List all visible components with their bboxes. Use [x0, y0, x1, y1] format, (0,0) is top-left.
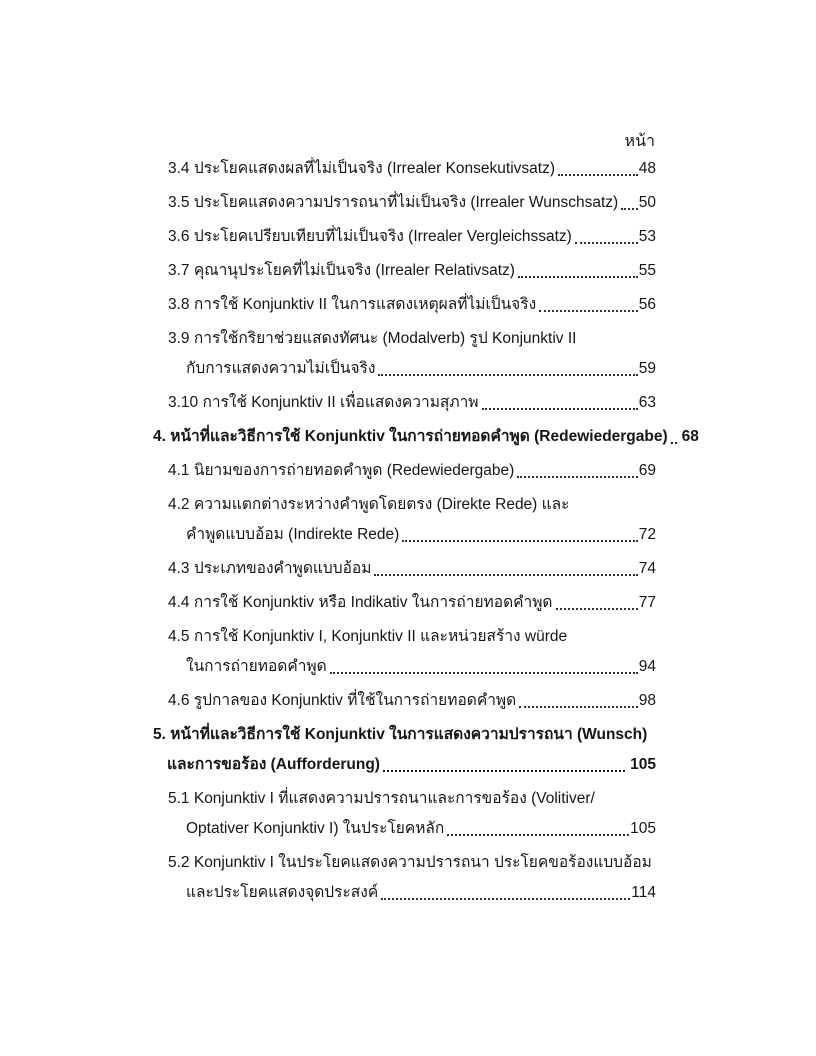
toc-page-number: 72	[638, 526, 656, 543]
dot-leader	[539, 310, 638, 312]
toc-entry-line	[0, 591, 816, 615]
toc-page-number: 55	[638, 262, 656, 279]
toc-entry-title: และประโยคแสดงจุดประสงค์	[186, 884, 379, 901]
toc-entry	[0, 459, 816, 483]
toc-page-number: 98	[638, 692, 656, 709]
dot-leader	[517, 476, 637, 478]
toc-entry-title: 3.4 ประโยคแสดงผลที่ไม่เป็นจริง (Irrealer Konsekutivsatz)	[168, 160, 556, 177]
toc-entry-line	[0, 625, 816, 649]
toc-entry-line	[0, 723, 816, 747]
toc-entry-title: 3.7 คุณานุประโยคที่ไม่เป็นจริง (Irrealer Relativsatz)	[168, 262, 515, 279]
toc-page-number: 105	[630, 820, 656, 837]
toc-entry	[0, 191, 816, 215]
dot-leader	[378, 374, 637, 376]
toc-entry	[0, 493, 816, 547]
dot-leader	[556, 608, 638, 610]
toc-entry-line	[0, 817, 816, 841]
toc-entry	[0, 425, 816, 449]
dot-leader	[518, 276, 638, 278]
toc-entry-title: 3.8 การใช้ Konjunktiv II ในการแสดงเหตุผลที่ไม่เป็นจริง	[168, 296, 537, 313]
toc-entry-line	[0, 655, 816, 679]
toc-entry	[0, 293, 816, 317]
toc-page-number: 50	[638, 194, 656, 211]
dot-leader	[519, 706, 638, 708]
toc-entry	[0, 327, 816, 381]
toc-entry-line	[0, 493, 816, 517]
toc-page-number: 94	[638, 658, 656, 675]
toc-entry-line	[0, 225, 816, 249]
toc-entry-line	[0, 459, 816, 483]
toc-page-number: 53	[638, 228, 656, 245]
toc-entry-title: และการขอร้อง (Aufforderung)	[167, 756, 380, 773]
toc-entry-line	[0, 327, 816, 351]
toc-entry-title: 4.6 รูปกาลของ Konjunktiv ที่ใช้ในการถ่ายทอดคำพูด	[168, 692, 517, 709]
dot-leader	[402, 540, 637, 542]
dot-leader	[621, 208, 638, 210]
toc-page-number: 74	[638, 560, 656, 577]
toc-entry-title: คำพูดแบบอ้อม (Indirekte Rede)	[186, 526, 400, 543]
toc-entry	[0, 787, 816, 841]
toc-entry-line	[0, 753, 816, 777]
toc-entry-line	[0, 293, 816, 317]
toc-entry	[0, 557, 816, 581]
dot-leader	[381, 898, 630, 900]
dot-leader	[383, 770, 625, 772]
toc-entry	[0, 851, 816, 905]
dot-leader	[447, 834, 629, 836]
toc-entry-title: 3.6 ประโยคเปรียบเทียบที่ไม่เป็นจริง (Irrealer Vergleichssatz)	[168, 228, 572, 245]
toc-page-number: 68	[681, 428, 699, 445]
dot-leader	[558, 174, 638, 176]
table-of-contents	[0, 157, 816, 915]
toc-entry-line	[0, 787, 816, 811]
page-column-header: หน้า	[624, 133, 655, 150]
dot-leader	[482, 408, 638, 410]
toc-entry	[0, 723, 816, 777]
toc-entry-title: 3.9 การใช้กริยาช่วยแสดงทัศนะ (Modalverb) รูป Konjunktiv II	[168, 330, 577, 347]
toc-entry-line	[0, 851, 816, 875]
toc-page-number: 105	[630, 756, 656, 773]
toc-entry	[0, 157, 816, 181]
toc-page-number: 59	[638, 360, 656, 377]
toc-page-number: 56	[638, 296, 656, 313]
toc-page-number: 48	[638, 160, 656, 177]
toc-entry-line	[0, 425, 816, 449]
toc-page-number: 69	[638, 462, 656, 479]
toc-entry-title: 4.1 นิยามของการถ่ายทอดคำพูด (Redewiedergabe)	[168, 462, 515, 479]
toc-entry-title: 5. หน้าที่และวิธีการใช้ Konjunktiv ในการแสดงความปรารถนา (Wunsch)	[153, 726, 648, 743]
dot-leader	[671, 442, 677, 444]
toc-entry-title: 4. หน้าที่และวิธีการใช้ Konjunktiv ในการถ่ายทอดคำพูด (Redewiedergabe)	[153, 428, 668, 445]
toc-entry-title: 5.2 Konjunktiv I ในประโยคแสดงความปรารถนา ประโยคขอร้องแบบอ้อม	[168, 854, 652, 871]
toc-entry-title: 5.1 Konjunktiv I ที่แสดงความปรารถนาและการขอร้อง (Volitiver/	[168, 790, 595, 807]
dot-leader	[374, 574, 637, 576]
toc-entry-line	[0, 391, 816, 415]
toc-entry-line	[0, 157, 816, 181]
toc-entry-line	[0, 689, 816, 713]
toc-page-number: 63	[638, 394, 656, 411]
toc-entry-title: กับการแสดงความไม่เป็นจริง	[186, 360, 376, 377]
toc-entry-title: Optativer Konjunktiv I) ในประโยคหลัก	[186, 820, 445, 837]
toc-entry-line	[0, 881, 816, 905]
toc-entry-line	[0, 357, 816, 381]
toc-entry-line	[0, 191, 816, 215]
dot-leader	[330, 672, 638, 674]
toc-entry-title: 4.2 ความแตกต่างระหว่างคำพูดโดยตรง (Direkte Rede) และ	[168, 496, 570, 513]
toc-entry	[0, 391, 816, 415]
toc-entry	[0, 689, 816, 713]
toc-entry	[0, 259, 816, 283]
dot-leader	[575, 242, 638, 244]
toc-entry	[0, 225, 816, 249]
toc-entry-title: ในการถ่ายทอดคำพูด	[186, 658, 327, 675]
toc-entry-line	[0, 259, 816, 283]
toc-entry	[0, 625, 816, 679]
toc-page-number: 77	[638, 594, 656, 611]
toc-entry-title: 3.5 ประโยคแสดงความปรารถนาที่ไม่เป็นจริง (Irrealer Wunschsatz)	[168, 194, 619, 211]
toc-entry-title: 4.4 การใช้ Konjunktiv หรือ Indikativ ในการถ่ายทอดคำพูด	[168, 594, 553, 611]
toc-entry-line	[0, 557, 816, 581]
toc-entry-title: 3.10 การใช้ Konjunktiv II เพื่อแสดงความสุภาพ	[168, 394, 479, 411]
toc-entry-title: 4.5 การใช้ Konjunktiv I, Konjunktiv II และหน่วยสร้าง würde	[168, 628, 568, 645]
toc-entry-line	[0, 523, 816, 547]
toc-entry	[0, 591, 816, 615]
toc-entry-title: 4.3 ประเภทของคำพูดแบบอ้อม	[168, 560, 372, 577]
toc-page-number: 114	[631, 884, 656, 901]
